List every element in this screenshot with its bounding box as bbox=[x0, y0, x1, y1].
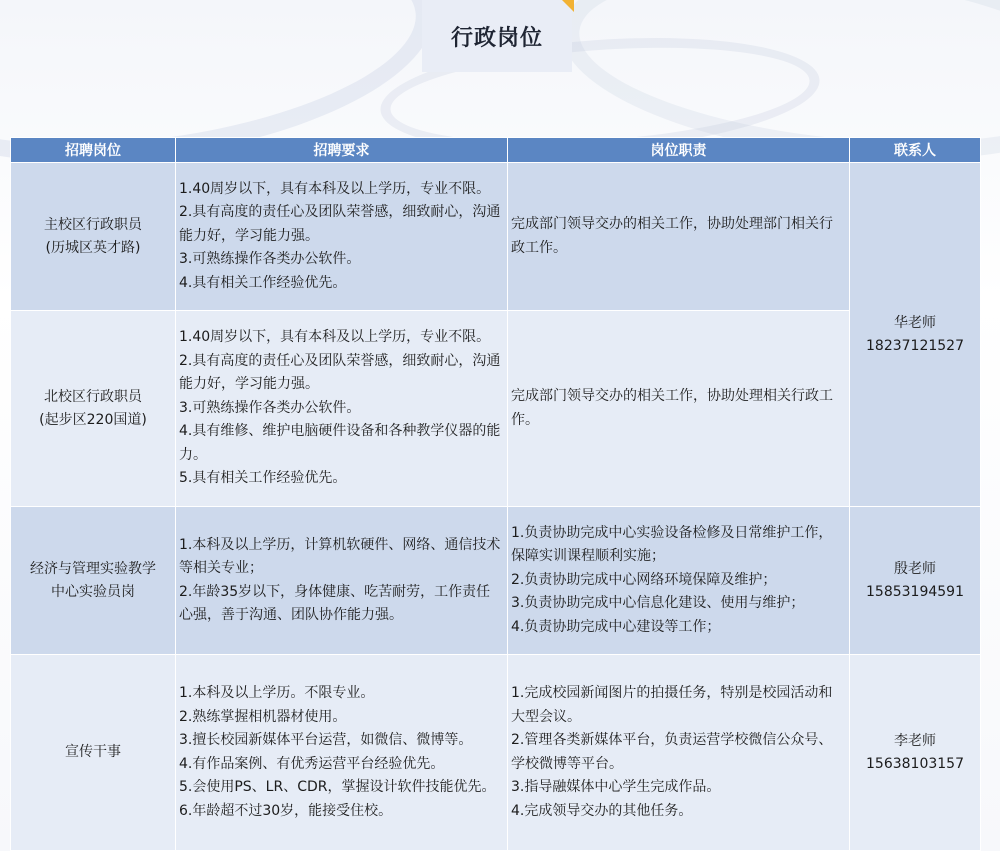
page-title: 行政岗位 bbox=[450, 25, 543, 51]
contact-name: 李老师 bbox=[894, 732, 936, 749]
duty-item: 1.完成校园新闻图片的拍摄任务，特别是校园活动和大型会议。 bbox=[511, 685, 833, 725]
requirements-cell bbox=[176, 311, 508, 507]
requirements-cell bbox=[176, 163, 508, 311]
position-cell bbox=[11, 311, 176, 507]
requirement-item: 4.具有维修、维护电脑硬件设备和各种教学仪器的能力。 bbox=[179, 423, 501, 463]
contact-cell bbox=[850, 655, 981, 851]
requirement-item: 1.40周岁以下，具有本科及以上学历，专业不限。 bbox=[179, 180, 491, 197]
position-name: 主校区行政职员 bbox=[44, 216, 142, 233]
requirement-item: 3.可熟练操作各类办公软件。 bbox=[179, 251, 361, 268]
job-table bbox=[10, 137, 981, 851]
position-location: 中心实验员岗 bbox=[51, 583, 135, 600]
requirement-item: 3.可熟练操作各类办公软件。 bbox=[179, 399, 361, 416]
table-row bbox=[11, 507, 981, 655]
requirement-item: 6.年龄超不过30岁，能接受住校。 bbox=[179, 802, 393, 819]
requirement-item: 5.会使用PS、LR、CDR，掌握设计软件技能优先。 bbox=[179, 779, 496, 795]
requirement-item: 1.40周岁以下，具有本科及以上学历，专业不限。 bbox=[179, 329, 491, 346]
requirement-item: 2.具有高度的责任心及团队荣誉感，细致耐心，沟通能力好，学习能力强。 bbox=[179, 352, 501, 393]
requirement-item: 5.具有相关工作经验优先。 bbox=[179, 470, 347, 487]
duties-cell bbox=[508, 507, 850, 655]
header-contact: 联系人 bbox=[850, 138, 981, 163]
position-cell bbox=[11, 507, 176, 655]
requirement-item: 4.具有相关工作经验优先。 bbox=[179, 274, 347, 291]
position-name: 北校区行政职员 bbox=[44, 388, 142, 405]
duty-item: 3.负责协助完成中心信息化建设、使用与维护； bbox=[511, 595, 805, 612]
title-accent-corner bbox=[562, 0, 574, 12]
requirement-item: 3.擅长校园新媒体平台运营，如微信、微博等。 bbox=[179, 732, 473, 748]
table-row bbox=[11, 163, 981, 311]
requirement-item: 1.本科及以上学历。不限专业。 bbox=[179, 685, 375, 701]
duty-item: 2.负责协助完成中心网络环境保障及维护； bbox=[511, 571, 777, 588]
duty-item: 4.负责协助完成中心建设等工作； bbox=[511, 618, 721, 635]
requirement-item: 4.有作品案例、有优秀运营平台经验优先。 bbox=[179, 755, 445, 772]
contact-cell bbox=[850, 163, 981, 507]
requirements-cell bbox=[176, 507, 508, 655]
duties-cell bbox=[508, 163, 850, 311]
duty-item: 完成部门领导交办的相关工作，协助处理相关行政工作。 bbox=[511, 388, 833, 428]
requirement-item: 2.熟练掌握相机器材使用。 bbox=[179, 708, 347, 725]
requirement-item: 2.具有高度的责任心及团队荣誉感，细致耐心，沟通能力好，学习能力强。 bbox=[179, 204, 501, 244]
contact-phone: 15853194591 bbox=[866, 583, 964, 600]
header-position: 招聘岗位 bbox=[11, 138, 176, 163]
duty-item: 1.负责协助完成中心实验设备检修及日常维护工作，保障实训课程顺利实施； bbox=[511, 524, 833, 565]
position-location: (历城区英才路) bbox=[45, 239, 141, 256]
position-name: 经济与管理实验教学 bbox=[30, 560, 156, 577]
duties-cell bbox=[508, 311, 850, 507]
requirement-item: 2.年龄35岁以下，身体健康、吃苦耐劳，工作责任心强，善于沟通、团队协作能力强。 bbox=[179, 583, 491, 623]
position-name: 宣传干事 bbox=[65, 744, 121, 760]
title-banner bbox=[422, 0, 572, 72]
contact-name: 华老师 bbox=[894, 314, 936, 331]
contact-phone: 15638103157 bbox=[866, 755, 964, 772]
position-location: (起步区220国道) bbox=[39, 411, 147, 428]
position-cell bbox=[11, 163, 176, 311]
duties-cell bbox=[508, 655, 850, 851]
table-header-row bbox=[11, 138, 981, 163]
requirement-item: 1.本科及以上学历，计算机软硬件、网络、通信技术等相关专业； bbox=[179, 536, 501, 576]
duty-item: 4.完成领导交办的其他任务。 bbox=[511, 802, 693, 819]
contact-name: 殷老师 bbox=[894, 560, 936, 577]
contact-phone: 18237121527 bbox=[866, 337, 964, 354]
table-row bbox=[11, 311, 981, 507]
table-row bbox=[11, 655, 981, 851]
header-requirements: 招聘要求 bbox=[176, 138, 508, 163]
requirements-cell bbox=[176, 655, 508, 851]
position-cell bbox=[11, 655, 176, 851]
duty-item: 2.管理各类新媒体平台，负责运营学校微信公众号、学校微博等平台。 bbox=[511, 732, 833, 772]
duty-item: 3.指导融媒体中心学生完成作品。 bbox=[511, 779, 721, 795]
contact-cell bbox=[850, 507, 981, 655]
duty-item: 完成部门领导交办的相关工作，协助处理部门相关行政工作。 bbox=[511, 216, 833, 256]
header-duties: 岗位职责 bbox=[508, 138, 850, 163]
